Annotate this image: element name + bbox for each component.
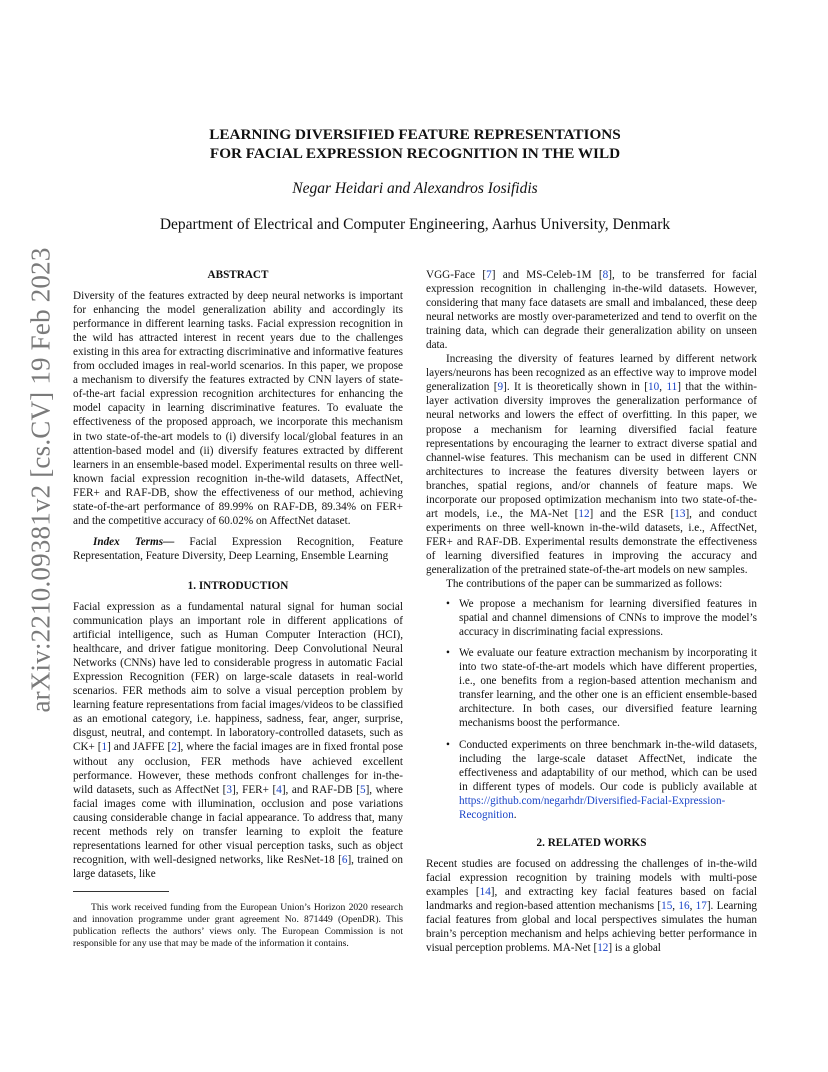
citation-link[interactable]: 13 (674, 507, 686, 520)
citation-link[interactable]: 6 (341, 853, 348, 866)
citation-link[interactable]: 4 (276, 783, 282, 796)
citation-link[interactable]: 11 (666, 381, 678, 394)
related-works-paragraph: Recent studies are focused on addressing the challenges of in-the-wild facial expression recognition by training models with multi-pose examples [14], and extracting key facial features based on facial landmarks and region-based attention mechanisms [15, 16, 17]. Learning facial features from global and local perspectives simulates the human brain’s perception mechanism and helps achieving better performance in visual perception problems. MA-Net [12] is a global (426, 857, 758, 955)
title-line-1: LEARNING DIVERSIFIED FEATURE REPRESENTATIONS (209, 126, 621, 143)
citation-link[interactable]: 7 (486, 269, 492, 281)
authors: Negar Heidari and Alexandros Iosifidis (292, 180, 538, 197)
github-link[interactable]: https://github.com/negarhdr/Diversified-Facial-Expression-Recognition (459, 794, 726, 821)
arxiv-identifier: arXiv:2210.09381v2 [cs.CV] 19 Feb 2023 (25, 247, 56, 713)
abstract-text: Diversity of the features extracted by deep neural networks is important for enhancing the model generalization ability and accordingly its performance in different learning tasks. Facial expression recognition in the wild has attracted interest in recent years due to the challenges existing in this area for extracting discriminative and informative features from occluded images in real-world scenarios. In this paper, we propose a mechanism to diversify the features extracted by CNN layers of state-of-the-art facial expression recognition architectures for enhancing the model capacity in learning discriminative features. To evaluate the effectiveness of the proposed approach, we incorporate this mechanism in two state-of-the-art models to (i) diversify local/global features in an attention-based model and (ii) diversify features extracted by different learners in an ensemble-based model. Experimental results on three well-known facial expression recognition in-the-wild datasets, AffectNet, FER+ and RAF-DB, show the effectiveness of our method, achieving state-of-the-art performance of 89.99% on RAF-DB, 89.34% on FER+ and the competitive accuracy of 60.02% on AffectNet dataset. (73, 290, 403, 527)
index-terms-text: Facial Expression Recognition, Feature Representation, Feature Diversity, Deep Learning, Ensemble Learning (73, 535, 403, 562)
citation-link[interactable]: 1 (101, 741, 108, 754)
citation-link[interactable]: 12 (578, 507, 590, 520)
bullet-icon: • (446, 598, 450, 611)
introduction-heading: 1. INTRODUCTION (187, 579, 289, 592)
citation-link[interactable]: 3 (226, 783, 233, 796)
citation-link[interactable]: 16 (678, 899, 690, 912)
title-line-2: FOR FACIAL EXPRESSION RECOGNITION IN THE WILD (209, 145, 621, 162)
bullet-icon: • (446, 647, 450, 660)
citation-link[interactable]: 9 (497, 381, 504, 394)
abstract-heading: ABSTRACT (207, 269, 269, 281)
intro-continuation: VGG-Face [7] and MS-Celeb-1M [8], to be transferred for facial expression recognition in challenging in-the-wild datasets. However, considering that many face datasets are small and imbalanced, these deep neural networks are mostly over-parameterized and tend to overfit on the training data, which can degrade their generalization ability on unseen data. (426, 269, 758, 352)
citation-link[interactable]: 8 (602, 269, 609, 281)
footnote-divider (73, 891, 169, 892)
left-column (73, 268, 403, 960)
citation-link[interactable]: 10 (648, 381, 660, 394)
bullet-icon: • (446, 738, 450, 751)
citation-link[interactable]: 17 (695, 899, 707, 912)
citation-link[interactable]: 12 (597, 942, 609, 955)
affiliation: Department of Electrical and Computer Engineering, Aarhus University, Denmark (159, 216, 671, 233)
contributions-list (426, 597, 757, 822)
funding-footnote: This work received funding from the European Union’s Horizon 2020 research and innovation programme under grant agreement No. 871449 (OpenDR). This publication reflects the authors’ views only. The European Commission is not responsible for any use that may be made of the information it contains. (73, 901, 403, 950)
list-item: • Conducted experiments on three benchmark in-the-wild datasets, including the large-scale dataset AffectNet, indicate the effectiveness and adaptability of our method, which can be used in different types of models. Our code is publicly available at https://github.com/negarhdr/Diversified-Facial-Expression-Recognition. (446, 738, 757, 821)
paper-title (150, 125, 680, 163)
index-terms (73, 535, 403, 563)
citation-link[interactable]: 2 (171, 741, 177, 754)
right-column (426, 268, 757, 955)
citation-link[interactable]: 14 (479, 885, 491, 898)
introduction-paragraph: Facial expression as a fundamental natural signal for human social communication plays an important role in different applications of artificial intelligence, such as Human Computer Interaction (HCI), healthcare, and driver fatigue monitoring. Deep Convolutional Neural Networks (CNNs) have led to considerable progress in automatic Facial Expression Recognition (FER) on large-scale datasets in real-world scenarios. FER methods aim to solve a visual perception problem by learning feature representations from facial images/videos to be classified as an emotional category, i.e. happiness, sadness, fear, anger, surprise, disgust, neutral, and contempt. In laboratory-controlled datasets, such as CK+ [1] and JAFFE [2], where the facial images are in fixed frontal pose without any occlusion, FER methods have achieved excellent performance. However, these methods confront challenges for in-the-wild datasets, such as AffectNet [3], FER+ [4], and RAF-DB [5], where facial images come with illumination, occlusion and pose variations causing considerable change in facial appearance. To address that, many recent methods rely on transfer learning to exploit the feature representations learned for other visual perception tasks, such as object recognition, with well-designed networks, like ResNet-18 [6], trained on large datasets, like (73, 600, 404, 880)
diversity-paragraph: Increasing the diversity of features learned by different network layers/neurons has been recognized as an effective way to improve model generalization [9]. It is theoretically shown in [10, 11] that the within-layer activation diversity improves the generalization performance of neural networks and lowers the effect of overfitting. In this paper, we propose a mechanism for learning diversified facial feature representations by encouraging the learner to extract diverse spatial and channel-wise features. This mechanism can be used in different CNN architectures to increase the features diversity between layers or branches, spatial regions, and/or channels of feature maps. We incorporate our proposed optimization mechanism into two state-of-the-art models, i.e., the MA-Net [12] and the ESR [13], and conduct experiments on three well-known in-the-wild datasets, i.e., AffectNet, FER+ and RAF-DB. Experimental results demonstrate the effectiveness of learning diversified features in improving the accuracy and generalization of the pretrained state-of-the-art models on new samples. (426, 353, 757, 576)
list-item: • We propose a mechanism for learning diversified features in spatial and channel dimensions of CNNs to improve the model’s accuracy in discriminating facial expressions. (446, 598, 757, 639)
index-terms-label: Index Terms— (93, 535, 175, 548)
citation-link[interactable]: 5 (359, 783, 366, 796)
related-works-heading: 2. RELATED WORKS (536, 836, 647, 849)
contributions-intro: The contributions of the paper can be summarized as follows: (446, 578, 723, 591)
arxiv-sidebar (18, 247, 64, 713)
citation-link[interactable]: 15 (661, 899, 673, 912)
list-item: • We evaluate our feature extraction mechanism by incorporating it into two state-of-the-art models which have different properties, i.e., one benefits from a region-based attention mechanism and transfer learning, and the other one is an efficient ensemble-based architecture. In both cases, our diversified feature learning mechanisms boost the performance. (446, 647, 757, 730)
